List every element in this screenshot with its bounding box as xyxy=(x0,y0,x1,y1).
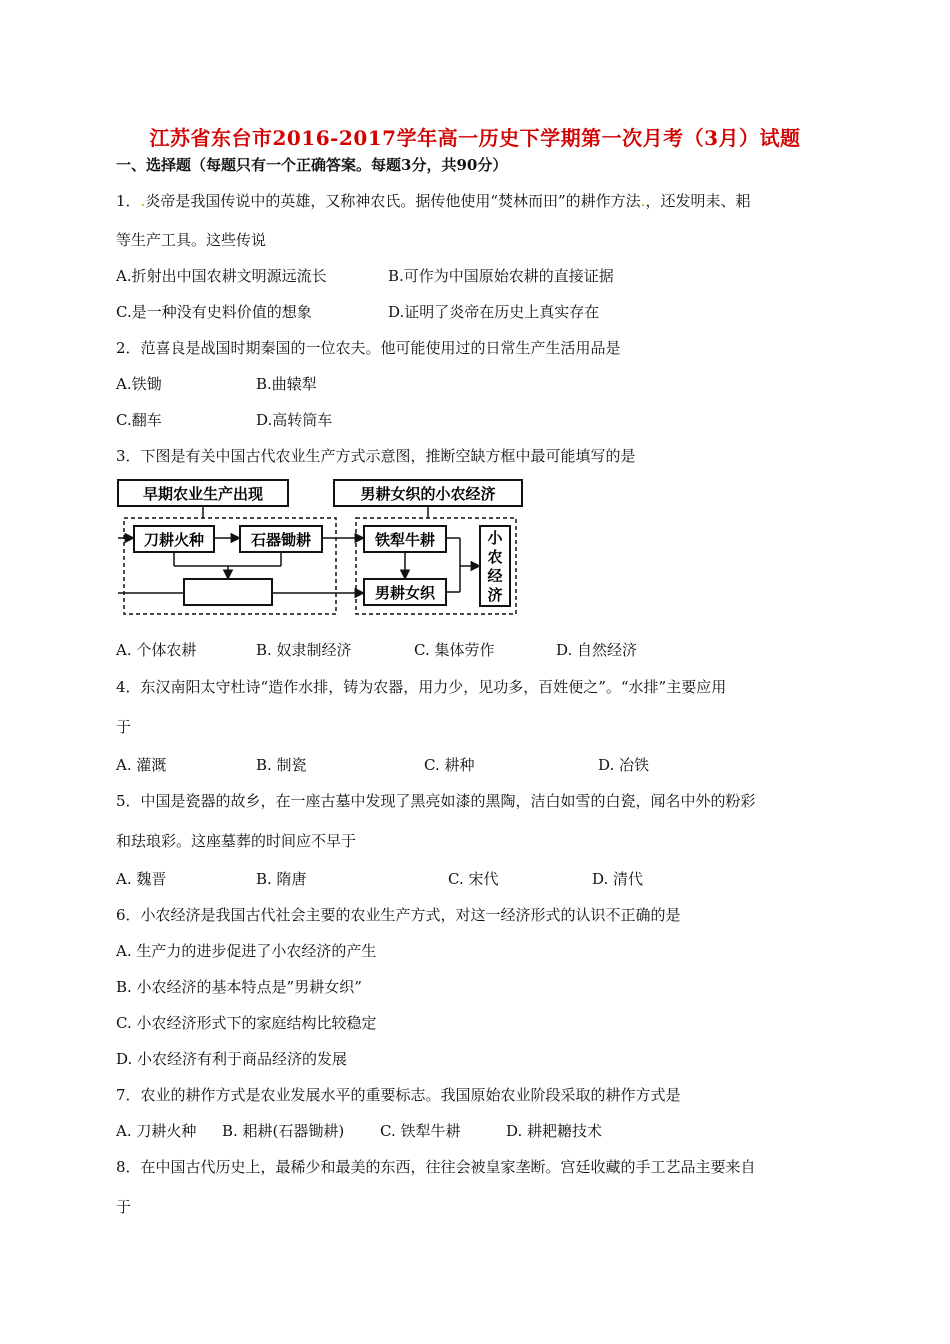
q5-option-a: A. 魏晋 xyxy=(116,870,167,888)
question-6-line-1: 6．小农经济是我国古代社会主要的农业生产方式，对这一经济形式的认识不正确的是 xyxy=(116,906,681,924)
box-2-label: 石器锄耕 xyxy=(250,531,312,549)
q7-option-b: B. 耜耕(石器锄耕) xyxy=(222,1122,345,1140)
q1-option-b: B.可作为中国原始农耕的直接证据 xyxy=(388,267,614,285)
question-1-text: 炎帝是我国传说中的英雄，又称神农氏。据传他使用“焚林而田”的耕作方法 xyxy=(145,192,641,210)
q2-option-a: A.铁锄 xyxy=(116,375,162,393)
box-5-char: 经 xyxy=(487,567,503,585)
q5-option-b: B. 隋唐 xyxy=(256,870,307,888)
question-7-line-1: 7．农业的耕作方式是农业发展水平的重要标志。我国原始农业阶段采取的耕作方式是 xyxy=(116,1086,681,1104)
question-2-line-1: 2．范喜良是战国时期秦国的一位农夫。他可能使用过的日常生产生活用品是 xyxy=(116,339,621,357)
q2-option-b: B.曲辕犁 xyxy=(256,375,317,393)
q6-option-b: B. 小农经济的基本特点是”男耕女织” xyxy=(116,978,362,996)
q2-option-c: C.翻车 xyxy=(116,411,162,429)
q6-option-a: A. 生产力的进步促进了小农经济的产生 xyxy=(116,942,377,960)
q7-option-c: C. 铁犁牛耕 xyxy=(380,1122,461,1140)
q4-option-c: C. 耕种 xyxy=(424,756,475,774)
question-1-line-1 xyxy=(116,190,750,211)
question-8-line-1: 8．在中国古代历史上，最稀少和最美的东西，往往会被皇家垄断。宫廷收藏的手工艺品主要来自 xyxy=(116,1158,756,1176)
box-1-label: 刀耕火种 xyxy=(143,531,205,549)
q6-option-d: D. 小农经济有利于商品经济的发展 xyxy=(116,1050,348,1068)
box-5-char: 济 xyxy=(487,586,503,604)
question-5-line-2: 和珐琅彩。这座墓葬的时间应不早于 xyxy=(116,832,357,850)
question-8-line-2: 于 xyxy=(116,1198,132,1216)
q7-option-d: D. 耕耙耱技术 xyxy=(506,1122,603,1140)
section-heading: 一、选择题（每题只有一个正确答案。每题3分，共90分） xyxy=(116,156,508,174)
q5-option-d: D. 清代 xyxy=(592,870,644,888)
box-5-char: 小 xyxy=(487,529,503,547)
q3-option-a: A. 个体农耕 xyxy=(116,641,197,659)
box-4-label: 男耕女织 xyxy=(374,584,436,602)
q2-option-d: D.高转筒车 xyxy=(256,411,333,429)
mark-dot: . xyxy=(640,192,646,210)
q3-option-b: B. 奴隶制经济 xyxy=(256,641,352,659)
q1-option-d: D.证明了炎帝在历史上真实存在 xyxy=(388,303,600,321)
question-4-line-2: 于 xyxy=(116,718,132,736)
box-3-label: 铁犁牛耕 xyxy=(374,531,436,549)
q1-option-c: C.是一种没有史料价值的想象 xyxy=(116,303,312,321)
q1-option-a: A.折射出中国农耕文明源远流长 xyxy=(116,267,327,285)
blank-answer-box xyxy=(184,579,272,605)
q4-option-b: B. 制瓷 xyxy=(256,756,307,774)
question-4-line-1: 4．东汉南阳太守杜诗“造作水排，铸为农器，用力少，见功多，百姓便之”。“水排”主要应用 xyxy=(116,678,727,696)
q4-option-d: D. 冶铁 xyxy=(598,756,650,774)
q5-option-c: C. 宋代 xyxy=(448,870,499,888)
q3-option-c: C. 集体劳作 xyxy=(414,641,495,659)
question-3-line-1: 3．下图是有关中国古代农业生产方式示意图，推断空缺方框中最可能填写的是 xyxy=(116,447,636,465)
question-1-tail: ，还发明耒、耜 xyxy=(645,192,751,210)
mark-dot: . xyxy=(140,192,146,210)
q4-option-a: A. 灌溉 xyxy=(116,756,167,774)
q3-option-d: D. 自然经济 xyxy=(556,641,638,659)
question-1-line-2: 等生产工具。这些传说 xyxy=(116,231,267,249)
header-right-label: 男耕女织的小农经济 xyxy=(360,485,496,503)
agriculture-diagram xyxy=(116,476,526,621)
q7-option-a: A. 刀耕火种 xyxy=(116,1122,197,1140)
question-1-number: 1． xyxy=(116,192,141,210)
page-title: 江苏省东台市2016-2017学年高一历史下学期第一次月考（3月）试题 xyxy=(149,126,801,150)
header-left-label: 早期农业生产出现 xyxy=(142,485,264,503)
question-5-line-1: 5．中国是瓷器的故乡，在一座古墓中发现了黑亮如漆的黑陶，洁白如雪的白瓷，闻名中外的粉彩 xyxy=(116,792,756,810)
q6-option-c: C. 小农经济形式下的家庭结构比较稳定 xyxy=(116,1014,377,1032)
box-5-char: 农 xyxy=(487,548,503,566)
